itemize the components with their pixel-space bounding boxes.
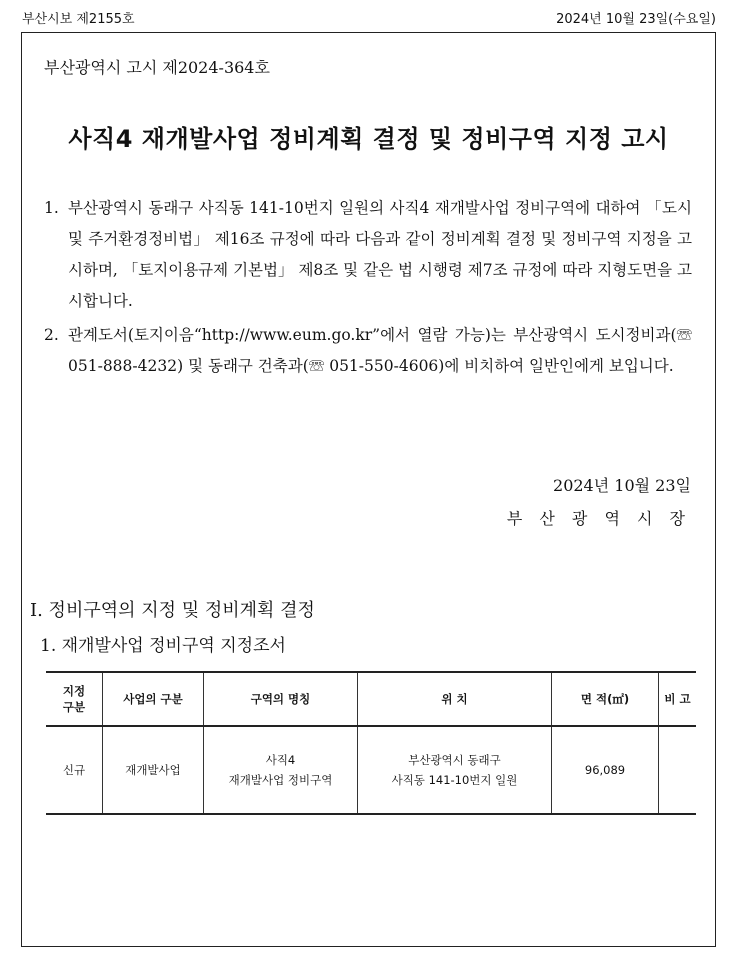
cell-location: 부산광역시 동래구 사직동 141-10번지 일원 — [358, 726, 552, 814]
item-number: 2. — [44, 326, 59, 344]
cell-remarks — [659, 726, 697, 814]
header-project-type: 사업의 구분 — [103, 672, 204, 726]
table-row — [46, 726, 696, 814]
cell-area: 96,089 — [552, 726, 659, 814]
item-text: 관계도서(토지이음“http://www.eum.go.kr”에서 열람 가능)는 부산광역시 도시정비과(☏ 051-888-4232) 및 동래구 건축과(☏ 051-550-4606)에 비치하여 일반인에게 보입니다. — [68, 326, 692, 375]
section-subtitle: 1. 재개발사업 정비구역 지정조서 — [40, 636, 286, 656]
document-frame — [21, 32, 716, 947]
notice-item-1 — [44, 193, 692, 317]
notice-item-2 — [44, 320, 692, 382]
section-title: I. 정비구역의 지정 및 정비계획 결정 — [30, 600, 315, 621]
header-zone-name: 구역의 명칭 — [204, 672, 358, 726]
item-number: 1. — [44, 199, 59, 217]
cell-zone-name: 사직4 재개발사업 정비구역 — [204, 726, 358, 814]
cell-designation-type: 신규 — [46, 726, 103, 814]
designation-table — [46, 671, 696, 815]
header-location: 위 치 — [358, 672, 552, 726]
cell-project-type: 재개발사업 — [103, 726, 204, 814]
bulletin-issue: 부산시보 제2155호 — [22, 12, 135, 27]
notice-date: 2024년 10월 23일 — [553, 476, 691, 495]
notice-title: 사직4 재개발사업 정비계획 결정 및 정비구역 지정 고시 — [68, 125, 669, 153]
header-area: 면 적(㎡) — [552, 672, 659, 726]
table-header-row — [46, 672, 696, 726]
bulletin-date: 2024년 10월 23일(수요일) — [556, 12, 716, 27]
header-remarks: 비 고 — [659, 672, 697, 726]
header-designation-type: 지정 구분 — [46, 672, 103, 726]
item-text: 부산광역시 동래구 사직동 141-10번지 일원의 사직4 재개발사업 정비구역에 대하여 「도시 및 주거환경정비법」 제16조 규정에 따라 다음과 같이 정비계획 결정 및 정비구역 지정을 고시하며, 「토지이용규제 기본법」 제8조 및 같은 법 시행령 제7조 규정에 따라 지형도면을 고시합니다. — [68, 199, 692, 310]
notice-signer: 부 산 광 역 시 장 — [506, 509, 691, 528]
notice-number: 부산광역시 고시 제2024-364호 — [44, 58, 270, 77]
